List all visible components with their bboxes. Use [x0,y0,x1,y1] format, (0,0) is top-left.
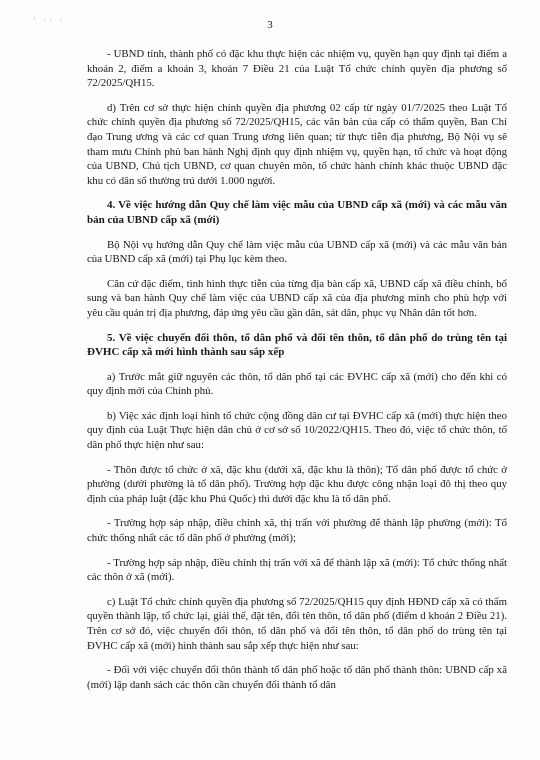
paragraph-b: b) Việc xác định loại hình tổ chức cộng đồng dân cư tại ĐVHC cấp xã (mới) thực hiện theo quy định của Luật Thực hiện dân chủ ở cơ sở số 10/2022/QH15. Theo đó, việc tổ chức thôn, tổ dân phố thực hiện như sau: [87,409,507,452]
section-heading-5: 5. Về việc chuyển đổi thôn, tổ dân phố và đổi tên thôn, tổ dân phố do trùng tên tại ĐVHC cấp xã mới hình thành sau sắp xếp [87,331,507,359]
paragraph-a: a) Trước mắt giữ nguyên các thôn, tổ dân phố tại các ĐVHC cấp xã (mới) cho đến khi có quy định mới của Chính phủ. [87,370,507,398]
paragraph-thon: - Thôn được tổ chức ở xã, đặc khu (dưới xã, đặc khu là thôn); Tổ dân phố được tổ chức ở phường (dưới phường là tổ dân phố). Trường hợp đặc khu được công nhận loại đô thị theo quy định của pháp luật (đặc khu Phú Quốc) thì dưới đặc khu là tổ dân phố. [87,463,507,505]
document-body [87,47,507,702]
paragraph-sap-nhap-phuong: - Trường hợp sáp nhập, điều chỉnh xã, thị trấn với phường để thành lập phường (mới): Tổ chức thống nhất các tổ dân phố ở phường (mới); [87,517,507,545]
paragraph-d: d) Trên cơ sở thực hiện chính quyền địa phương 02 cấp từ ngày 01/7/2025 theo Luật Tổ chức chính quyền địa phương số 72/2025/QH15, các văn bản của cấp có thẩm quyền, Ban Chỉ đạo Trung ương và các cơ quan Trung ương liên quan; từ thực tiễn địa phương, Bộ Nội vụ sẽ tham mưu Chính phủ ban hành Nghị định quy định nhiệm vụ, quyền hạn, tổ chức và hoạt động của UBND, Chủ tịch UBND, cơ quan chuyên môn, tổ chức hành chính khác thuộc UBND đặc khu có dân số thường trú dưới 1.000 người. [87,101,507,187]
corner-mark: ' ·· · [34,16,66,25]
paragraph-ubnd-tinh: - UBND tỉnh, thành phố có đặc khu thực hiện các nhiệm vụ, quyền hạn quy định tại điểm a khoản 2, điểm a khoản 3, khoản 7 Điều 21 của Luật Tổ chức chính quyền địa phương số 72/2025/QH15. [87,48,507,90]
paragraph-sap-nhap-xa: - Trường hợp sáp nhập, điều chỉnh thị trấn với xã để thành lập xã (mới): Tổ chức thống nhất các thôn ở xã (mới). [87,556,507,584]
section-heading-4: 4. Về việc hướng dẫn Quy chế làm việc mẫu của UBND cấp xã (mới) và các mẫu văn bản của UBND cấp xã (mới) [87,199,507,226]
paragraph-bo-noi-vu: Bộ Nội vụ hướng dẫn Quy chế làm việc mẫu của UBND cấp xã (mới) và các mẫu văn bản của UBND cấp xã (mới) tại Phụ lục kèm theo. [87,238,507,266]
paragraph-chuyen-doi: - Đối với việc chuyển đổi thôn thành tổ dân phố hoặc tổ dân phố thành thôn: UBND cấp xã (mới) lập danh sách các thôn cần chuyển đổi thành tổ dân [87,664,507,691]
paragraph-c: c) Luật Tổ chức chính quyền địa phương số 72/2025/QH15 quy định HĐND cấp xã có thẩm quyền thành lập, tổ chức lại, giải thể, đặt tên, đổi tên thôn, tổ dân phố (điểm d khoản 2 Điều 21). Trên cơ sở đó, việc chuyển đổi thôn, tổ dân phố và đổi tên thôn, tổ dân phố do trùng tên tại ĐVHC cấp xã (mới) hình thành sau sắp xếp thực hiện như sau: [87,595,507,652]
page-number: 3 [267,19,273,31]
paragraph-can-cu: Căn cứ đặc điểm, tình hình thực tiễn của từng địa bàn cấp xã, UBND cấp xã điều chỉnh, bổ sung và ban hành Quy chế làm việc của UBND cấp xã của địa phương mình cho phù hợp với yêu cầu quản trị địa phương, đáp ứng yêu cầu gần dân, sát dân, phục vụ Nhân dân tốt hơn. [87,277,507,319]
